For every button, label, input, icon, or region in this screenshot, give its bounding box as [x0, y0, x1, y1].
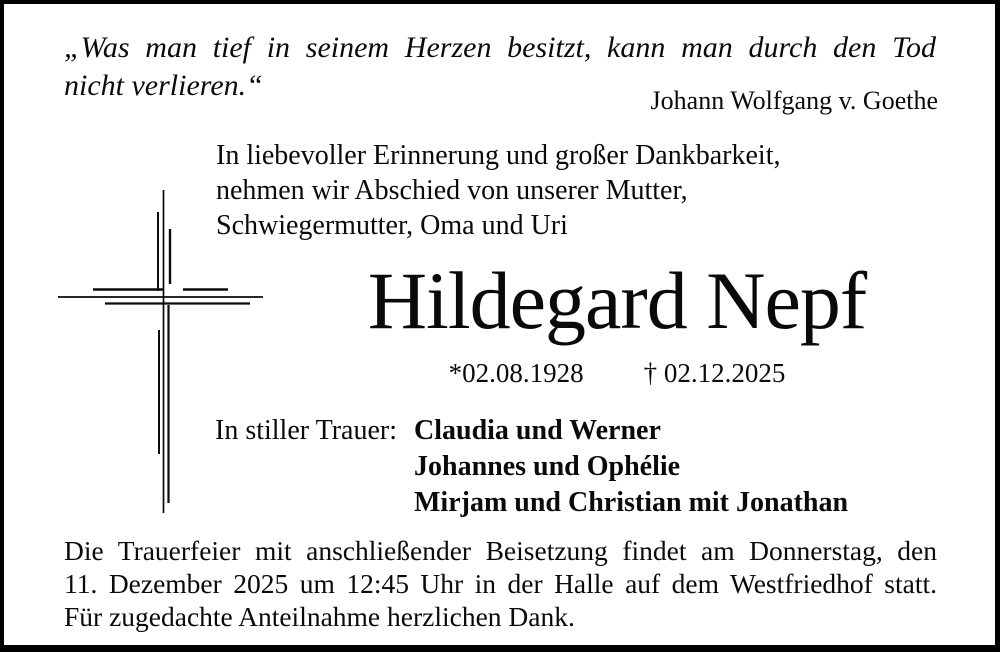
- mourner-line: Mirjam und Christian mit Jonathan: [414, 487, 849, 518]
- intro-line-3: Schwiegermutter, Oma und Uri: [216, 210, 568, 241]
- mourners-label: In stiller Trauer:: [215, 415, 397, 446]
- quote-attribution: Johann Wolfgang v. Goethe: [650, 86, 938, 115]
- funeral-line-1: Die Trauerfeier mit anschließender Beisetzung findet am Donnerstag, den: [64, 535, 937, 566]
- death-date: † 02.12.2025: [643, 358, 786, 388]
- quote-line-2: nicht verlieren.“: [64, 69, 263, 102]
- funeral-info: [64, 534, 937, 633]
- mourner-line: Claudia und Werner: [414, 415, 661, 446]
- mourners-block: [215, 413, 848, 521]
- intro-paragraph: [216, 138, 780, 243]
- quote-line-1: „Was man tief in seinem Herzen besitzt, kann man durch den Tod: [64, 31, 936, 64]
- life-dates: [367, 357, 867, 390]
- mourner-line: Johannes und Ophélie: [414, 451, 681, 482]
- mourners-names: [414, 413, 848, 521]
- intro-line-1: In liebevoller Erinnerung und großer Dankbarkeit,: [216, 140, 781, 171]
- deceased-name: Hildegard Nepf: [367, 255, 867, 346]
- funeral-line-3: Für zugedachte Anteilnahme herzlichen Dank.: [64, 601, 575, 632]
- intro-line-2: nehmen wir Abschied von unserer Mutter,: [216, 175, 688, 206]
- funeral-line-2: 11. Dezember 2025 um 12:45 Uhr in der Halle auf dem Westfriedhof statt.: [64, 568, 937, 599]
- birth-date: *02.08.1928: [448, 358, 584, 388]
